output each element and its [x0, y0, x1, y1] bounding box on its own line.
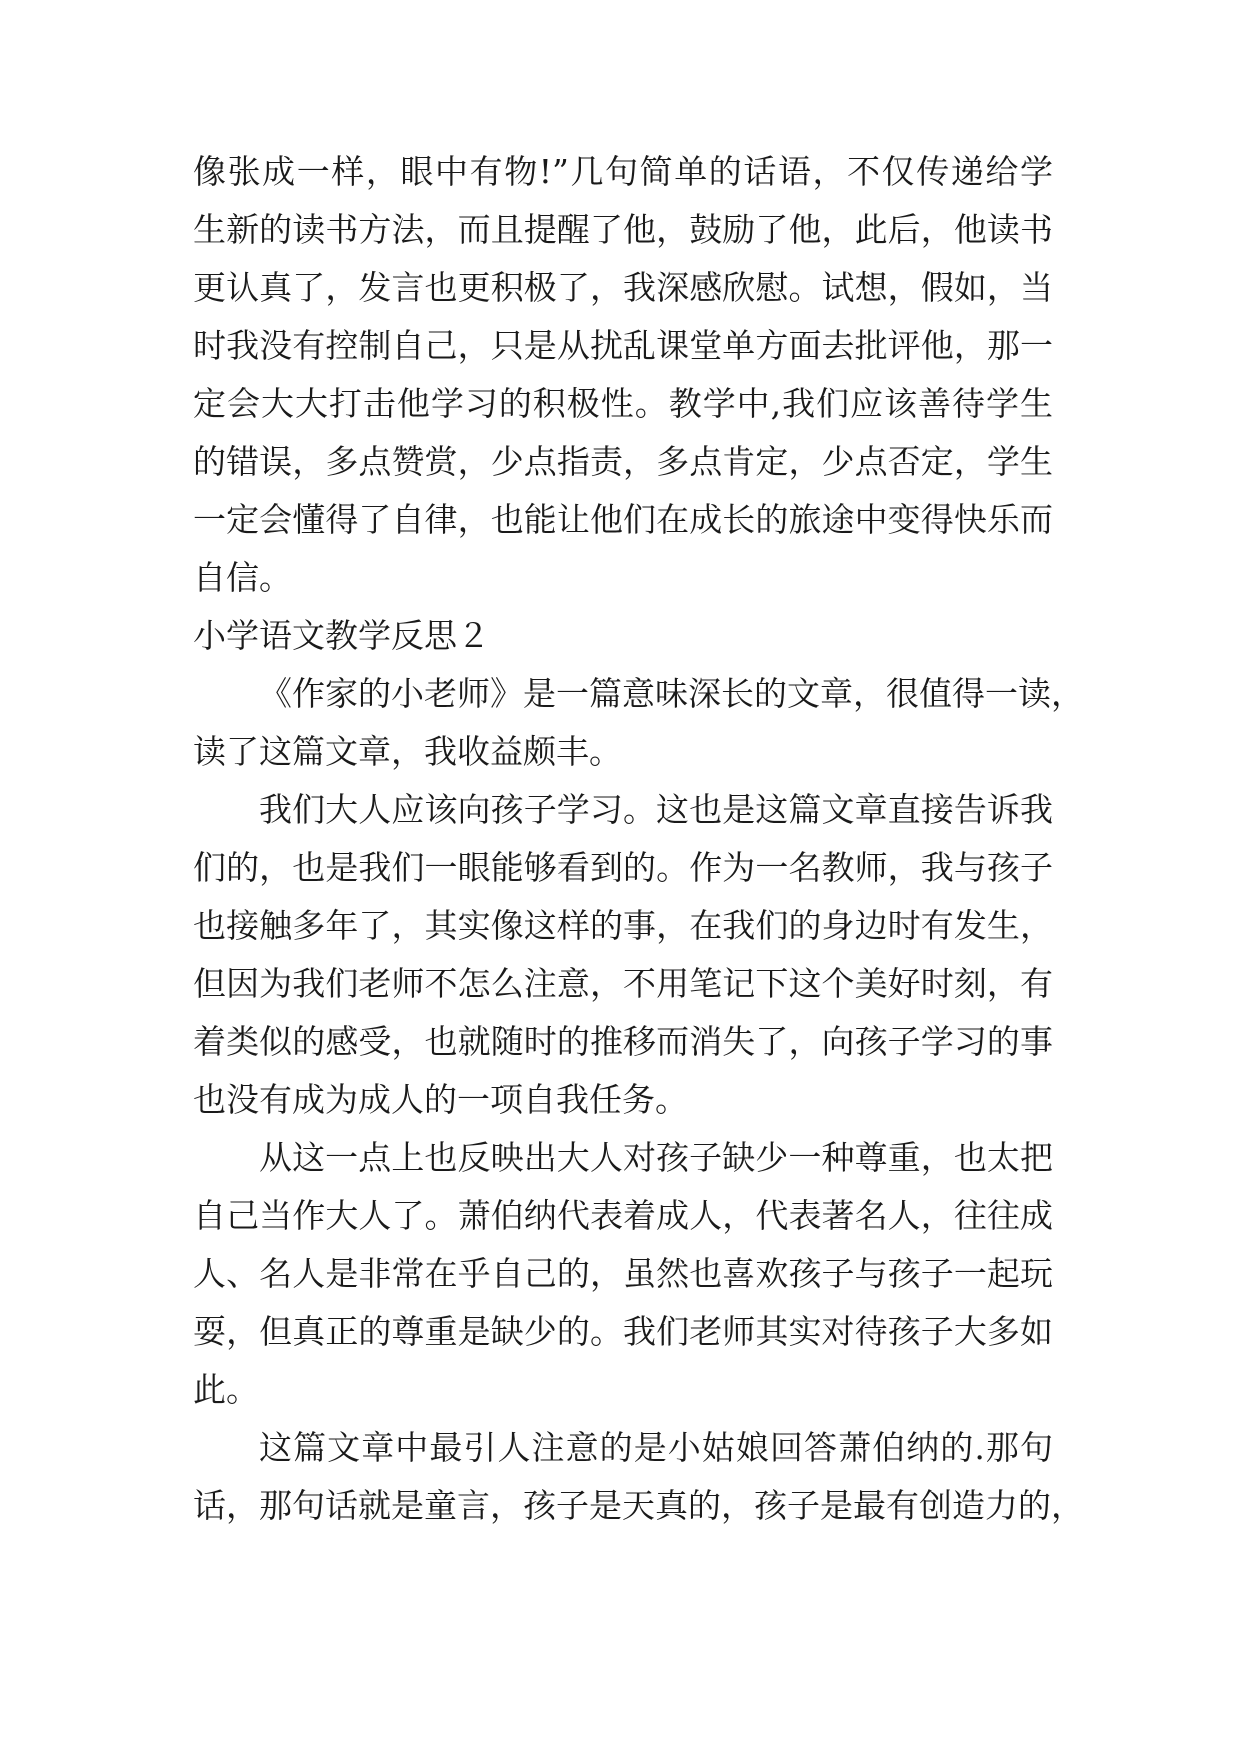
text-line: 也接触多年了，其实像这样的事，在我们的身边时有发生，: [193, 906, 1053, 945]
text-line: 从这一点上也反映出大人对孩子缺少一种尊重，也太把: [259, 1138, 1053, 1177]
text-line: 此。: [193, 1370, 259, 1409]
text-line: 话，那句话就是童言，孩子是天真的，孩子是最有创造力的，: [193, 1486, 1084, 1525]
text-line: 着类似的感受，也就随时的推移而消失了，向孩子学习的事: [193, 1022, 1053, 1061]
text-line: 一定会懂得了自律，也能让他们在成长的旅途中变得快乐而: [193, 500, 1053, 539]
text-line: 人、名人是非常在乎自己的，虽然也喜欢孩子与孩子一起玩: [193, 1254, 1053, 1293]
text-line: 耍，但真正的尊重是缺少的。我们老师其实对待孩子大多如: [193, 1312, 1053, 1351]
text-line: 读了这篇文章，我收益颇丰。: [193, 732, 622, 771]
section-heading: 小学语文教学反思２: [193, 616, 490, 655]
text-line: 这篇文章中最引人注意的是小姑娘回答萧伯纳的.那句: [259, 1428, 1053, 1467]
text-line: 定会大大打击他学习的积极性。教学中,我们应该善待学生: [193, 384, 1053, 423]
text-line: 更认真了，发言也更积极了，我深感欣慰。试想，假如，当: [193, 268, 1053, 307]
text-line: 《作家的小老师》是一篇意味深长的文章，很值得一读，: [259, 674, 1084, 713]
text-line: 的错误，多点赞赏，少点指责，多点肯定，少点否定，学生: [193, 442, 1053, 481]
text-line: 像张成一样，眼中有物!”几句简单的话语，不仅传递给学: [193, 152, 1053, 191]
text-line: 我们大人应该向孩子学习。这也是这篇文章直接告诉我: [259, 790, 1053, 829]
text-line: 也没有成为成人的一项自我任务。: [193, 1080, 688, 1119]
text-line: 时我没有控制自己，只是从扰乱课堂单方面去批评他，那一: [193, 326, 1053, 365]
text-line: 们的，也是我们一眼能够看到的。作为一名教师，我与孩子: [193, 848, 1053, 887]
text-line: 生新的读书方法，而且提醒了他，鼓励了他，此后，他读书: [193, 210, 1053, 249]
text-line: 自信。: [193, 558, 292, 597]
text-line: 自己当作大人了。萧伯纳代表着成人，代表著名人，往往成: [193, 1196, 1053, 1235]
text-line: 但因为我们老师不怎么注意，不用笔记下这个美好时刻，有: [193, 964, 1053, 1003]
